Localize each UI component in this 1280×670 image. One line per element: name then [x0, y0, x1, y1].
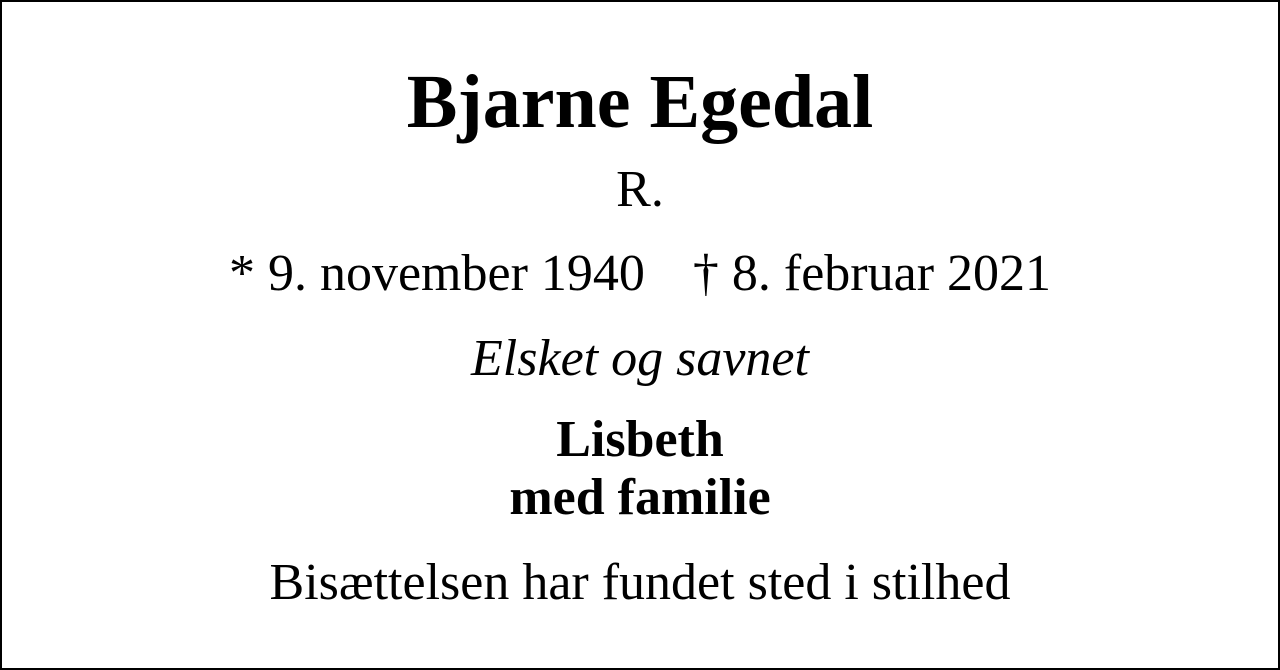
- mourner-name: Lisbeth: [556, 411, 724, 468]
- mourners-block: [509, 411, 770, 527]
- death-date: † 8. februar 2021: [692, 245, 1052, 302]
- birth-date: * 9. november 1940: [228, 245, 645, 302]
- life-dates: [229, 246, 1051, 302]
- epitaph: Elsket og savnet: [471, 330, 809, 387]
- deceased-name: Bjarne Egedal: [406, 60, 874, 144]
- mourner-relation: med familie: [509, 469, 771, 526]
- closing-note: Bisættelsen har fundet sted i stilhed: [269, 554, 1011, 611]
- postnominal-title: R.: [616, 161, 664, 218]
